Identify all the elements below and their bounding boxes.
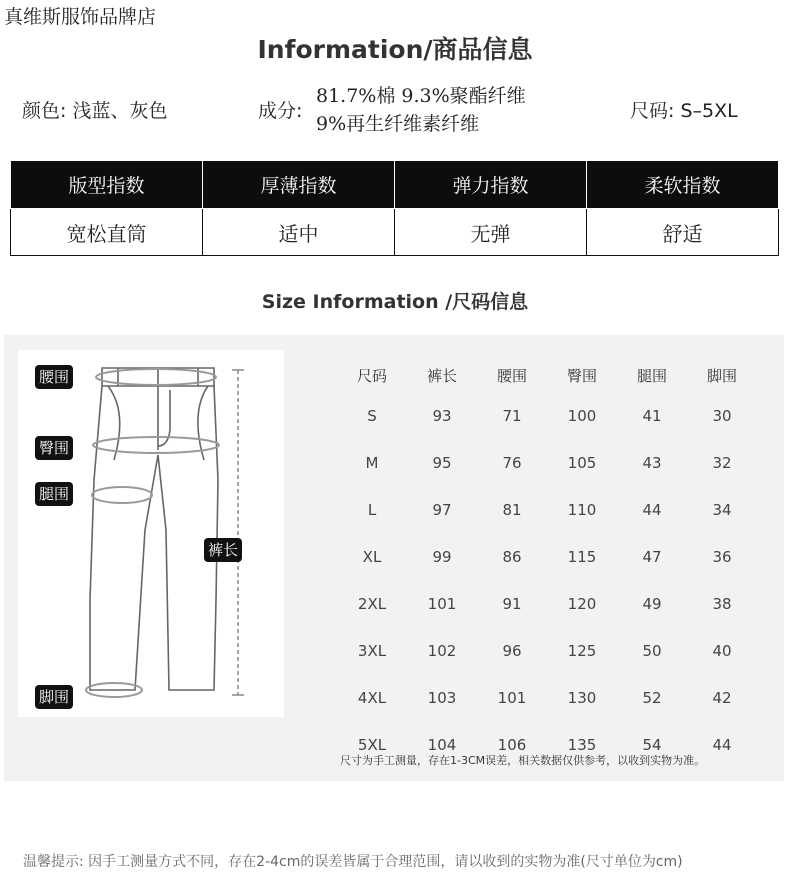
cell-hem: 42 [712,688,732,707]
value-softness: 舒适 [587,209,779,256]
cell-waist: 96 [502,641,522,660]
col-hem: 脚围 [706,366,737,385]
cell-hip: 120 [567,594,597,613]
cell-hem: 34 [712,500,732,519]
cell-waist: 86 [502,547,522,566]
table-note: 尺寸为手工测量，存在1-3CM误差，相关数据仅供参考，以收到实物为准。 [340,754,706,767]
col-size: 尺码 [356,366,387,385]
product-info-title: Information/商品信息 [257,35,533,64]
col-hip: 臀围 [566,366,597,385]
col-thigh: 腿围 [636,366,667,385]
col-length: 裤长 [426,366,457,385]
cell-hip: 110 [567,500,597,519]
shop-name: 真维斯服饰品牌店 [4,6,157,28]
cell-hip: 115 [567,547,597,566]
color-info: 颜色: 浅蓝、灰色 [22,100,168,122]
value-thickness: 适中 [203,209,395,256]
cell-thigh: 44 [642,500,662,519]
cell-size: 3XL [357,641,387,660]
cell-length: 97 [432,500,452,519]
cell-size: XL [362,547,382,566]
cell-hip: 130 [567,688,597,707]
pants-diagram [18,350,284,717]
composition-line-1: 81.7%棉 9.3%聚酯纤维 [316,85,526,107]
size-range: 尺码: S–5XL [630,100,738,122]
cell-size: 2XL [357,594,387,613]
cell-hip: 135 [567,735,597,754]
cell-thigh: 47 [642,547,662,566]
header-fit: 版型指数 [11,161,203,209]
cell-thigh: 43 [642,453,662,472]
cell-thigh: 50 [642,641,662,660]
table-row [337,580,757,627]
cell-hem: 38 [712,594,732,613]
cell-hem: 30 [712,406,732,425]
table-row [337,486,757,533]
cell-size: L [367,500,377,519]
cell-length: 101 [427,594,457,613]
cell-hem: 32 [712,453,732,472]
cell-hem: 36 [712,547,732,566]
cell-hip: 125 [567,641,597,660]
fit-index-table [10,160,779,256]
cell-thigh: 52 [642,688,662,707]
cell-hip: 100 [567,406,597,425]
cell-waist: 101 [497,688,527,707]
cell-size: 5XL [357,735,387,754]
table-row [337,674,757,721]
fit-index-value-row [11,209,779,256]
cell-size: 4XL [357,688,387,707]
cell-thigh: 41 [642,406,662,425]
composition-line-2: 9%再生纤维素纤维 [316,113,480,135]
table-row [337,627,757,674]
waist-tag: 腰围 [35,365,73,389]
cell-thigh: 49 [642,594,662,613]
table-row [337,392,757,439]
cell-length: 99 [432,547,452,566]
size-chart-header-row [337,358,757,392]
fit-index-header-row [11,161,779,209]
pants-outline-icon [18,350,284,717]
cell-length: 103 [427,688,457,707]
table-row [337,439,757,486]
cell-length: 104 [427,735,457,754]
thigh-tag: 腿围 [35,482,73,506]
header-elasticity: 弹力指数 [395,161,587,209]
cell-length: 102 [427,641,457,660]
table-row [337,533,757,580]
cell-size: M [365,453,379,472]
size-info-title: Size Information /尺码信息 [261,291,529,313]
composition-label: 成分: [258,100,303,122]
cell-waist: 106 [497,735,527,754]
value-fit: 宽松直筒 [11,209,203,256]
cell-thigh: 54 [642,735,662,754]
cell-waist: 81 [502,500,522,519]
footer-note: 温馨提示: 因手工测量方式不同，存在2-4cm的误差皆属于合理范围，请以收到的实物为准(尺寸单位为cm) [23,854,683,870]
cell-length: 95 [432,453,452,472]
cell-length: 93 [432,406,452,425]
value-elasticity: 无弹 [395,209,587,256]
cell-hem: 44 [712,735,732,754]
composition-values [316,82,526,138]
col-waist: 腰围 [496,366,527,385]
cell-hip: 105 [567,453,597,472]
cell-waist: 71 [502,406,522,425]
cell-hem: 40 [712,641,732,660]
header-softness: 柔软指数 [587,161,779,209]
hip-tag: 臀围 [35,436,73,460]
length-tag: 裤长 [204,538,242,562]
cell-size: S [367,406,377,425]
cell-waist: 91 [502,594,522,613]
size-chart [337,358,757,768]
header-thickness: 厚薄指数 [203,161,395,209]
hem-tag: 脚围 [35,685,73,709]
cell-waist: 76 [502,453,522,472]
